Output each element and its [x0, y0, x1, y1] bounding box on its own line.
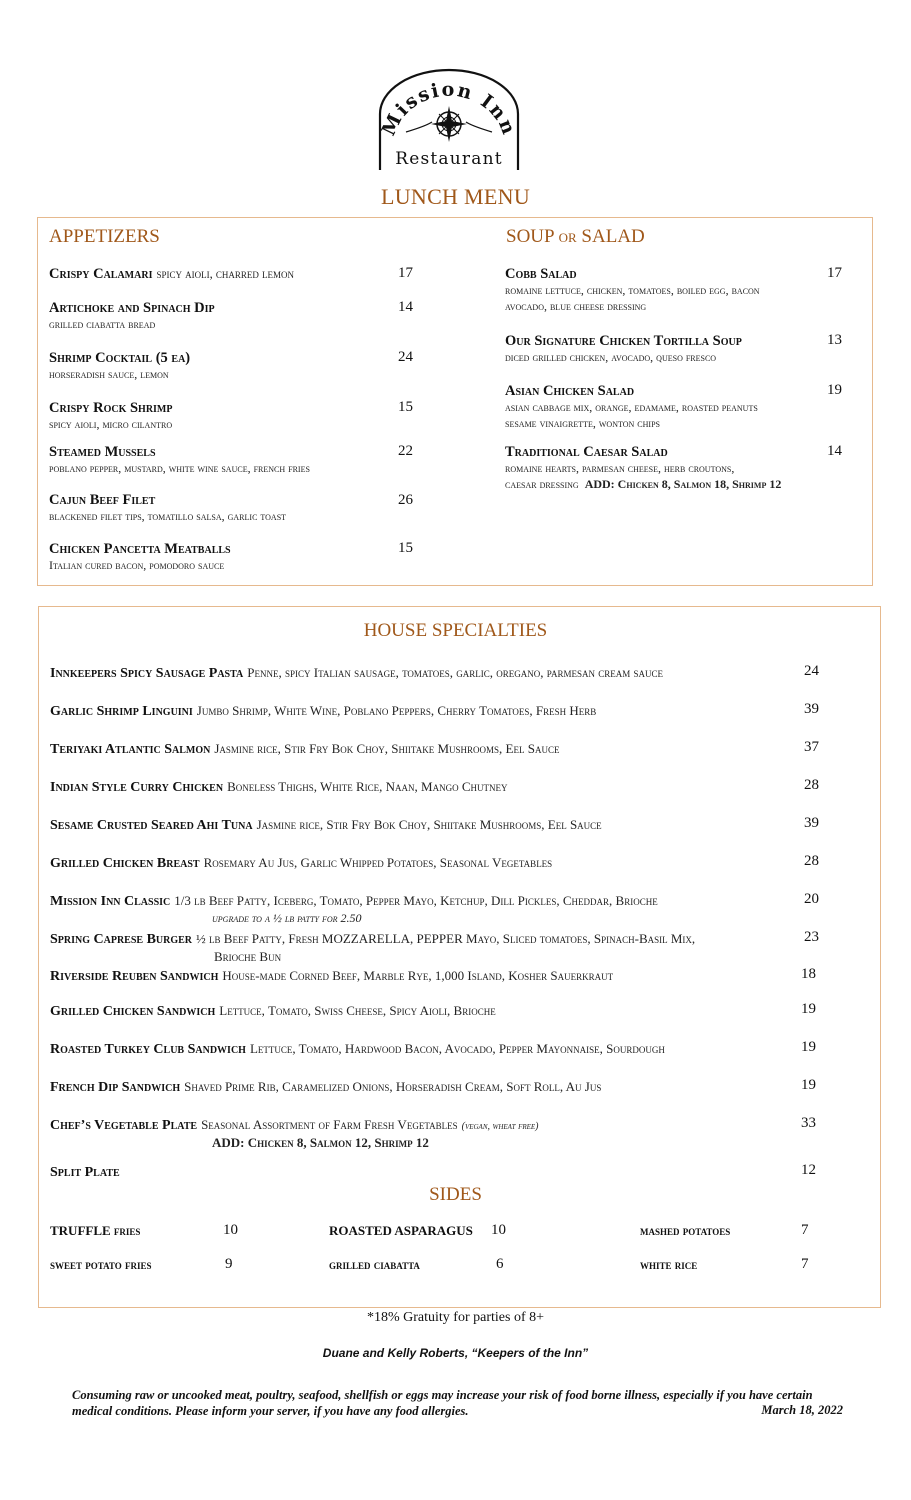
- menu-item: Crispy Rock Shrimp spicy aioli, micro cilantro: [49, 400, 173, 431]
- menu-item: Crispy Calamari spicy aioli, charred lemon: [49, 266, 294, 282]
- item-price: 24: [398, 349, 413, 365]
- caprese-continuation: Brioche Bun: [214, 949, 282, 964]
- vegetable-plate-add-ons: ADD: Chicken 8, Salmon 12, Shrimp 12: [212, 1135, 429, 1150]
- menu-item: Chicken Pancetta Meatballs Italian cured bacon, pomodoro sauce: [49, 541, 231, 572]
- keepers-line: Duane and Kelly Roberts, “Keepers of the Inn”: [322, 1346, 589, 1360]
- menu-item: Grilled Chicken Breast Rosemary Au Jus, Garlic Whipped Potatoes, Seasonal Vegetables: [50, 855, 553, 871]
- item-price: 13: [827, 332, 842, 348]
- item-price: 37: [804, 739, 819, 755]
- menu-item: Spring Caprese Burger ½ lb Beef Patty, Fresh MOZZARELLA, PEPPER Mayo, Sliced tomatoes, Spinach-Basil Mix,: [50, 931, 696, 947]
- menu-item: Cajun Beef Filet blackened filet tips, tomatillo salsa, garlic toast: [49, 492, 287, 523]
- item-price: 28: [804, 853, 819, 869]
- menu-item: Sesame Crusted Seared Ahi Tuna Jasmine rice, Stir Fry Bok Choy, Shiitake Mushrooms, Eel Sauce: [50, 817, 602, 833]
- item-price: 33: [801, 1115, 816, 1131]
- menu-item: Indian Style Curry Chicken Boneless Thighs, White Rice, Naan, Mango Chutney: [50, 779, 508, 795]
- mission-inn-logo: [376, 66, 522, 172]
- item-price: 19: [801, 1001, 816, 1017]
- item-price: 19: [827, 382, 842, 398]
- item-price: 39: [804, 701, 819, 717]
- upgrade-note: upgrade to a ½ lb patty for 2.50: [212, 911, 362, 925]
- menu-date: March 18, 2022: [761, 1403, 843, 1417]
- food-safety-disclaimer: Consuming raw or uncooked meat, poultry, seafood, shellfish or eggs may increase your risk of food borne illness, especially if you have certain medical conditions. Please inform your server, if you have any food allergies.: [72, 1388, 813, 1418]
- logo-title: Mission Inn: [377, 78, 521, 140]
- side-price: 7: [801, 1256, 809, 1272]
- appetizers-heading: APPETIZERS: [49, 226, 160, 247]
- logo-subtitle: Restaurant: [395, 149, 503, 169]
- menu-item: Artichoke and Spinach Dip grilled ciabatta bread: [49, 300, 215, 331]
- item-price: 28: [804, 777, 819, 793]
- menu-item: Teriyaki Atlantic Salmon Jasmine rice, Stir Fry Bok Choy, Shiitake Mushrooms, Eel Sauce: [50, 741, 560, 757]
- side-price: 10: [223, 1222, 238, 1238]
- menu-item: Innkeepers Spicy Sausage Pasta Penne, spicy Italian sausage, tomatoes, garlic, oregano, parmesan cream sauce: [50, 665, 663, 681]
- menu-title: LUNCH MENU: [380, 184, 531, 209]
- menu-item: Riverside Reuben Sandwich House-made Corned Beef, Marble Rye, 1,000 Island, Kosher Sauerkraut: [50, 968, 614, 984]
- menu-item: Cobb Salad romaine lettuce, chicken, tomatoes, boiled egg, bacon avocado, blue cheese dressing: [505, 266, 760, 313]
- menu-item: Our Signature Chicken Tortilla Soup diced grilled chicken, avocado, queso fresco: [505, 333, 742, 364]
- item-price: 39: [804, 815, 819, 831]
- menu-item: Split Plate: [50, 1165, 120, 1180]
- side-price: 10: [491, 1222, 506, 1238]
- item-price: 20: [804, 891, 819, 907]
- side-item: ROASTED ASPARAGUS: [329, 1223, 473, 1238]
- menu-item: Shrimp Cocktail (5 ea) horseradish sauce, lemon: [49, 350, 191, 381]
- menu-item: Asian Chicken Salad asian cabbage mix, orange, edamame, roasted peanuts sesame vinaigrette, wonton chips: [505, 383, 758, 430]
- menu-item: Traditional Caesar Salad romaine hearts, parmesan cheese, herb croutons, caesar dressing ADD: Chicken 8, Salmon 18, Shrimp 12: [505, 444, 782, 491]
- menu-item: Mission Inn Classic 1/3 lb Beef Patty, Iceberg, Tomato, Pepper Mayo, Ketchup, Dill Pickles, Cheddar, Brioche: [50, 893, 658, 909]
- compass-icon: [431, 106, 467, 142]
- item-price: 19: [801, 1077, 816, 1093]
- side-price: 6: [496, 1256, 504, 1272]
- item-price: 15: [398, 540, 413, 556]
- side-item: TRUFFLE fries: [50, 1223, 141, 1238]
- item-price: 14: [827, 443, 842, 459]
- vegan-note: (vegan, wheat free): [461, 1121, 539, 1132]
- menu-item: Roasted Turkey Club Sandwich Lettuce, Tomato, Hardwood Bacon, Avocado, Pepper Mayonnaise, Sourdough: [50, 1041, 665, 1057]
- side-item: white rice: [640, 1257, 698, 1272]
- item-price: 17: [827, 265, 842, 281]
- item-price: 24: [804, 663, 819, 679]
- sides-heading: SIDES: [429, 1184, 482, 1205]
- menu-item: French Dip Sandwich Shaved Prime Rib, Caramelized Onions, Horseradish Cream, Soft Roll, Au Jus: [50, 1079, 602, 1095]
- side-item: sweet potato fries: [50, 1257, 152, 1272]
- side-item: mashed potatoes: [640, 1223, 731, 1238]
- item-price: 17: [398, 265, 413, 281]
- menu-item: Chef’s Vegetable Plate Seasonal Assortment of Farm Fresh Vegetables (vegan, wheat free): [50, 1117, 539, 1133]
- item-price: 14: [398, 299, 413, 315]
- menu-item: Grilled Chicken Sandwich Lettuce, Tomato, Swiss Cheese, Spicy Aioli, Brioche: [50, 1003, 496, 1019]
- gratuity-note: *18% Gratuity for parties of 8+: [366, 1310, 545, 1325]
- item-price: 19: [801, 1039, 816, 1055]
- side-price: 7: [801, 1222, 809, 1238]
- menu-item: Garlic Shrimp Linguini Jumbo Shrimp, White Wine, Poblano Peppers, Cherry Tomatoes, Fresh Herb: [50, 703, 597, 719]
- item-price: 15: [398, 399, 413, 415]
- house-specialties-heading: HOUSE SPECIALTIES: [363, 620, 548, 641]
- item-price: 22: [398, 443, 413, 459]
- side-item: grilled ciabatta: [329, 1257, 420, 1272]
- item-price: 23: [804, 929, 819, 945]
- menu-item: Steamed Mussels poblano pepper, mustard, white wine sauce, french fries: [49, 444, 310, 475]
- side-price: 9: [225, 1256, 233, 1272]
- soup-salad-heading: SOUP or SALAD: [506, 226, 645, 247]
- item-price: 12: [801, 1162, 816, 1178]
- caesar-add-ons: ADD: Chicken 8, Salmon 18, Shrimp 12: [584, 477, 782, 491]
- item-price: 18: [801, 966, 816, 982]
- item-price: 26: [398, 492, 413, 508]
